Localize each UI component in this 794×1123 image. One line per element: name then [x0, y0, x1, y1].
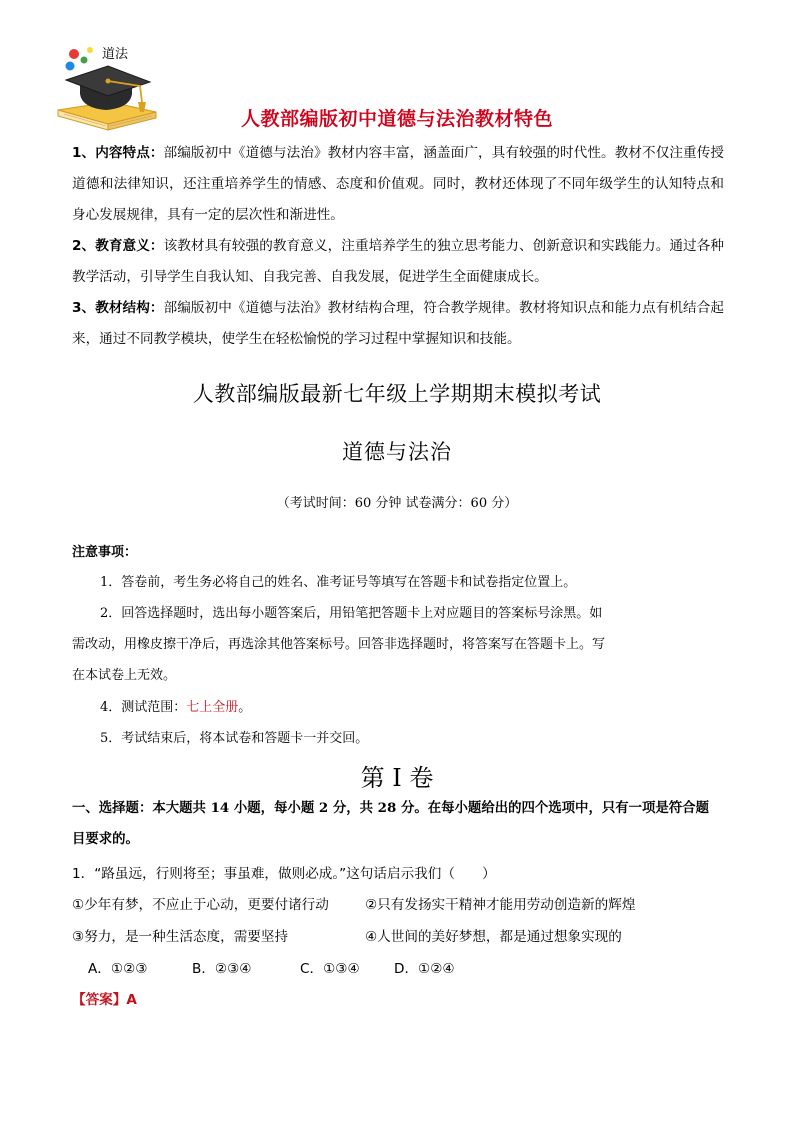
statement-2: ②只有发扬实干精神才能用劳动创造新的辉煌	[365, 897, 636, 913]
feature-label: 1、内容特点：	[72, 145, 164, 161]
feature-item-content	[72, 138, 724, 231]
feature-title: 人教部编版初中道德与法治教材特色	[240, 108, 553, 130]
section-heading-line-2: 目要求的。	[72, 831, 139, 847]
statement-3: ③努力，是一种生活态度，需要坚持	[72, 929, 289, 945]
feature-label: 3、教材结构：	[72, 300, 164, 316]
notice-item-1: 1．答卷前，考生务必将自己的姓名、准考证号等填写在答题卡和试卷指定位置上。	[100, 575, 577, 590]
notice-item-2-line-1: 2．回答选择题时，选出每小题答案后，用铅笔把答题卡上对应题目的答案标号涂黑。如	[100, 606, 603, 621]
notice-item-2-line-3: 在本试卷上无效。	[72, 668, 177, 683]
feature-text: 部编版初中《道德与法治》教材内容丰富，涵盖面广，具有较强的时代性。教材不仅注重传授道德和法律知识，还注重培养学生的情感、态度和价值观。同时，教材还体现了不同年级学生的认知特点和身心发展规律，具有一定的层次性和渐进性。	[72, 145, 724, 223]
notice-item-4-prefix: 4．测试范围：	[100, 700, 187, 715]
choice-b: B．②③④	[192, 961, 252, 977]
feature-text: 部编版初中《道德与法治》教材结构合理，符合教学规律。教材将知识点和能力点有机结合起来，通过不同教学模块，使学生在轻松愉悦的学习过程中掌握知识和技能。	[72, 300, 724, 347]
feature-text: 该教材具有较强的教育意义，注重培养学生的独立思考能力、创新意识和实践能力。通过各种教学活动，引导学生自我认知、自我完善、自我发展，促进学生全面健康成长。	[72, 238, 724, 285]
exam-title: 人教部编版最新七年级上学期期末模拟考试	[192, 382, 602, 406]
statement-4: ④人世间的美好梦想，都是通过想象实现的	[365, 929, 622, 945]
notice-item-4	[100, 696, 251, 715]
choice-d: D．①②④	[394, 961, 455, 977]
exam-info: （考试时间：60 分钟 试卷满分：60 分）	[276, 496, 518, 511]
choice-c: C．①③④	[300, 961, 360, 977]
subject-title: 道德与法治	[342, 440, 452, 464]
feature-label: 2、教育意义：	[72, 238, 164, 254]
answer-value: A	[126, 992, 137, 1008]
logo-badge-text: 道法	[102, 47, 129, 62]
feature-item-education	[72, 231, 724, 293]
answer-label: 【答案】	[72, 992, 127, 1008]
feature-item-structure	[72, 293, 724, 355]
notice-item-2-line-2: 需改动，用橡皮擦干净后，再选涂其他答案标号。回答非选择题时，将答案写在答题卡上。写	[72, 637, 606, 652]
notice-item-4-suffix: 。	[238, 700, 252, 715]
volume-title: 第 I 卷	[360, 764, 434, 792]
test-scope: 七上全册	[186, 700, 239, 715]
question-stem: 1．“路虽远，行则将至；事虽难，做则必成。”这句话启示我们（ ）	[72, 866, 496, 882]
notice-item-5: 5．考试结束后，将本试卷和答题卡一并交回。	[100, 731, 369, 746]
answer	[72, 988, 137, 1008]
statement-1: ①少年有梦，不应止于心动，更要付诸行动	[72, 897, 329, 913]
notice-title: 注意事项：	[72, 545, 138, 560]
section-heading-line-1: 一、选择题：本大题共 14 小题，每小题 2 分，共 28 分。在每小题给出的四个选项中，只有一项是符合题	[72, 800, 709, 816]
section-heading	[72, 793, 724, 855]
choice-a: A．①②③	[88, 961, 148, 977]
